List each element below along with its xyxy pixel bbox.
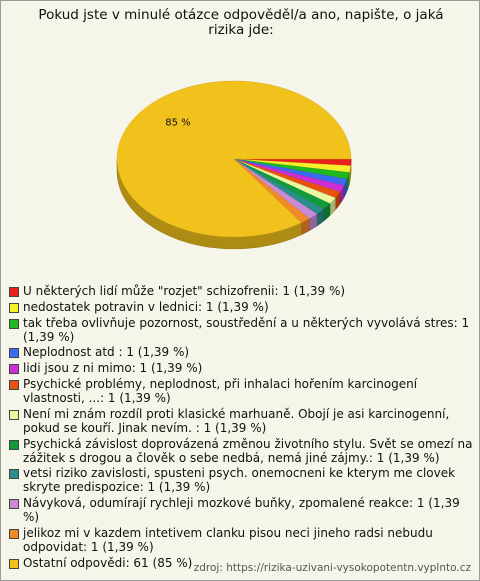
chart-legend — [8, 284, 474, 572]
legend-swatch-6 — [9, 410, 19, 420]
legend-item-9 — [8, 496, 474, 524]
legend-swatch-4 — [9, 364, 19, 374]
legend-item-0 — [8, 284, 474, 298]
legend-swatch-2 — [9, 319, 19, 329]
legend-label-9: Návyková, odumírají rychleji mozkové buňky, zpomalené reakce: 1 (1,39 %) — [23, 496, 460, 525]
legend-item-1 — [8, 300, 474, 314]
legend-item-4 — [8, 361, 474, 375]
legend-label-1: nedostatek potravin v lednici: 1 (1,39 %) — [23, 299, 269, 314]
legend-label-4: lidi jsou z ni mimo: 1 (1,39 %) — [23, 361, 203, 376]
legend-label-2: tak třeba ovlivňuje pozornost, soustředění a u některých vyvolává stres: 1 (1,39 %) — [23, 315, 470, 344]
legend-item-3 — [8, 345, 474, 359]
pie-data-label-0: 85 % — [165, 117, 191, 129]
legend-label-5: Psychické problémy, neplodnost, při inhalaci hořením karcinogení vlastnosti, ...: 1 (1,39 %) — [23, 376, 418, 405]
legend-item-6 — [8, 407, 474, 435]
legend-swatch-0 — [9, 287, 19, 297]
legend-label-7: Psychická závislost doprovázená změnou životního stylu. Svět se omezí na zážitek s drogou a člověk o sebe nedbá, nemá jiné zájmy.: 1 (1,39 %) — [23, 436, 473, 465]
legend-item-7 — [8, 437, 474, 465]
legend-label-6: Není mi znám rozdíl proti klasické marhuaně. Obojí je asi karcinogenní, pokud se kouří. Jinak nevím. : 1 (1,39 %) — [23, 406, 450, 435]
legend-label-10: jelikoz mi v kazdem intetivem clanku pisou neci jineho radsi nebudu odpovidat: 1 (1,39 %) — [23, 525, 433, 554]
pie-chart — [1, 1, 480, 281]
legend-label-3: Neplodnost atd : 1 (1,39 %) — [23, 345, 190, 360]
legend-swatch-7 — [9, 440, 19, 450]
legend-item-5 — [8, 377, 474, 405]
legend-swatch-11 — [9, 559, 19, 569]
legend-label-0: U některých lidí může "rozjet" schizofrenii: 1 (1,39 %) — [23, 284, 346, 298]
legend-swatch-1 — [9, 303, 19, 313]
source-note: zdroj: https://rizika-uzivani-vysokopotentn.vyplnto.cz — [193, 562, 471, 574]
legend-item-10 — [8, 526, 474, 554]
legend-item-8 — [8, 466, 474, 494]
legend-label-11: Ostatní odpovědi: 61 (85 %) — [23, 555, 193, 570]
legend-label-8: vetsi riziko zavislosti, spusteni psych. onemocneni ke kterym me clovek skryte predispozice: 1 (1,39 %) — [23, 466, 456, 495]
legend-swatch-8 — [9, 469, 19, 479]
legend-swatch-10 — [9, 529, 19, 539]
legend-swatch-9 — [9, 499, 19, 509]
legend-swatch-3 — [9, 348, 19, 358]
legend-item-2 — [8, 316, 474, 344]
chart-title: Pokud jste v minulé otázce odpověděl/a ano, napište, o jaká rizika jde: — [38, 7, 444, 38]
legend-swatch-5 — [9, 380, 19, 390]
pie-top-group — [117, 81, 351, 237]
